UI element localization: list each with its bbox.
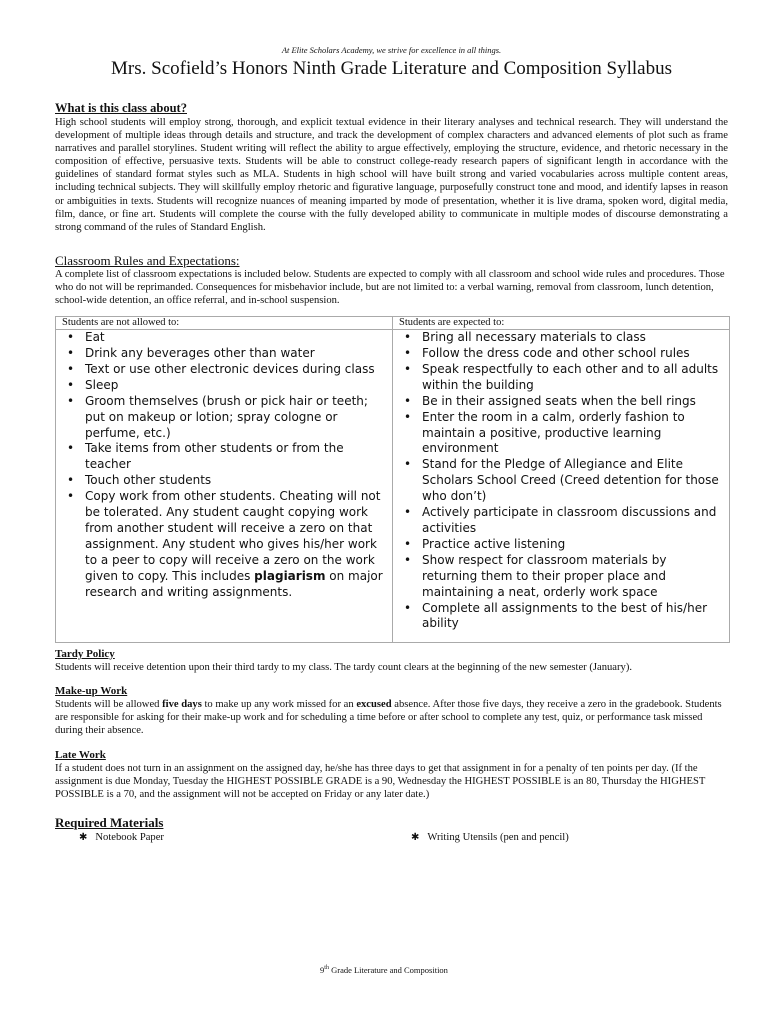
rule-item: • Enter the room in a calm, orderly fashion to maintain a positive, productive learning environment (404, 409, 685, 456)
expected-list (399, 330, 723, 636)
syllabus-page (55, 44, 728, 845)
rules-text: A complete list of classroom expectations is included below. Students are expected to comply with all classroom and school wide rules and procedures. Those who do not will be reprimanded. Consequences for misbehavior include, but are not limited to: a verbal warning, removal from classroom, lunch detention, school-wide detention, an office referral, and in-school suspension. (55, 268, 725, 307)
bullet-icon: • (404, 330, 412, 345)
rule-item: • Eat (67, 330, 105, 345)
rule-item: • Take items from other students or from the teacher (67, 441, 344, 472)
rule-item: • Drink any beverages other than water (67, 346, 315, 361)
bullet-icon: • (67, 377, 75, 392)
rule-item: • Copy work from other students. Cheating will not be tolerated. Any student caught copying work from another student will receive a zero on that assignment. Any student who gives his/her work to a peer to copy will receive a zero on the work given to copy. This includes plagiarism on major research and writing assignments. (67, 489, 383, 599)
rule-item: • Show respect for classroom materials by returning them to their proper place and maintaining a neat, orderly work space (404, 552, 667, 599)
tardy-text: Students will receive detention upon their third tardy to my class. The tardy count clears at the beginning of the new semester (January). (55, 662, 632, 674)
about-text: High school students will employ strong, thorough, and explicit textual evidence in their literary analyses and technical research. They will understand the development of multiple ideas through details and structure, and track the development of complex characters and advanced elements of plot such as frame narratives and parallel storylines. Student writing will reflect the ability to argue effectively, employing the structure, evidence, and rhetoric necessary in the composition of effective, persuasive texts. Students will be able to construct college-ready research papers of significant length in accordance with the guidelines of standard format styles such as MLA. Students in high school will have built strong and varied vocabularies across multiple content areas, including technical subjects. They will skillfully employ rhetoric and figurative language, purposefully construct tone and mood, and identify lapses in reason or ambiguities in texts. Students will recognize nuances of meaning imparted by mode of presentation, whether it is live drama, spoken word, digital media, film, dance, or fine art. Students will complete the course with the fully developed ability to communicate in multiple modes of discourse demonstrating a strong command of the rules of Standard English. (55, 117, 728, 233)
materials-heading: Required Materials (55, 814, 164, 830)
rule-item: • Complete all assignments to the best of his/her ability (404, 600, 708, 631)
about-heading: What is this class about? (55, 101, 187, 115)
late-text: If a student does not turn in an assignment on the assigned day, he/she has three days to get that assignment in for a penalty of ten points per day. (If the assignment is due Monday, Tuesday the HIGHEST POSSIBLE GRADE is a 90, Wednesday the HIGHEST POSSIBLE is an 80, Thursday the HIGHEST POSSIBLE is a 70, and the assignment will not be accepted on Friday or any later date.) (55, 762, 706, 800)
page-title: Mrs. Scofield’s Honors Ninth Grade Literature and Composition Syllabus (111, 58, 672, 79)
rule-item: • Bring all necessary materials to class (404, 330, 646, 345)
bullet-icon: • (67, 489, 75, 504)
rule-item: • Follow the dress code and other school rules (404, 346, 690, 361)
expected-header: Students are expected to: (393, 317, 730, 330)
school-motto: At Elite Scholars Academy, we strive for excellence in all things. (281, 45, 502, 55)
rule-item: • Touch other students (67, 473, 212, 488)
material-item: ✱ Notebook Paper (79, 831, 164, 843)
rule-item: • Text or use other electronic devices during class (67, 361, 375, 376)
bullet-icon: • (404, 361, 412, 376)
star-bullet-icon: ✱ (79, 831, 88, 843)
rule-item: • Actively participate in classroom discussions and activities (404, 505, 717, 535)
bullet-icon: • (67, 361, 75, 376)
bullet-icon: • (404, 457, 412, 472)
makeup-heading: Make-up Work (55, 685, 128, 698)
rule-item: • Speak respectfully to each other and to all adults within the building (404, 361, 719, 392)
bullet-icon: • (404, 600, 412, 615)
not-allowed-header: Students are not allowed to: (56, 317, 393, 330)
bullet-icon: • (67, 346, 75, 361)
star-bullet-icon: ✱ (411, 831, 420, 843)
rule-item: • Groom themselves (brush or pick hair or teeth; put on makeup or lotion; spray cologne or perfume, etc.) (67, 393, 368, 440)
bullet-icon: • (67, 393, 75, 408)
rules-heading: Classroom Rules and Expectations: (55, 252, 240, 268)
bullet-icon: • (404, 393, 412, 408)
rule-item: • Practice active listening (404, 536, 566, 551)
bullet-icon: • (67, 441, 75, 456)
late-heading: Late Work (55, 748, 106, 761)
bullet-icon: • (404, 409, 412, 424)
materials-list (55, 831, 728, 845)
bullet-icon: • (404, 552, 412, 567)
bullet-icon: • (404, 536, 412, 551)
bullet-icon: • (67, 330, 75, 345)
bullet-icon: • (404, 346, 412, 361)
rule-item: • Be in their assigned seats when the bell rings (404, 393, 696, 408)
page-footer: 9th Grade Literature and Composition (320, 965, 448, 975)
tardy-heading: Tardy Policy (55, 648, 115, 661)
material-item: ✱ Writing Utensils (pen and pencil) (411, 831, 569, 843)
rules-table (55, 316, 730, 643)
rule-item: • Stand for the Pledge of Allegiance and Elite Scholars School Creed (Creed detention for those who don’t) (404, 457, 719, 504)
bullet-icon: • (404, 505, 412, 520)
rule-item: • Sleep (67, 377, 119, 392)
bullet-icon: • (67, 473, 75, 488)
makeup-text: Students will be allowed five days to make up any work missed for an excused absence. After those five days, they receive a zero in the gradebook. Students are responsible for asking for their make-up work and for scheduling a time before or after school to complete any test, quiz, or performance task missed during their absence. (55, 699, 722, 737)
not-allowed-list (62, 330, 386, 604)
